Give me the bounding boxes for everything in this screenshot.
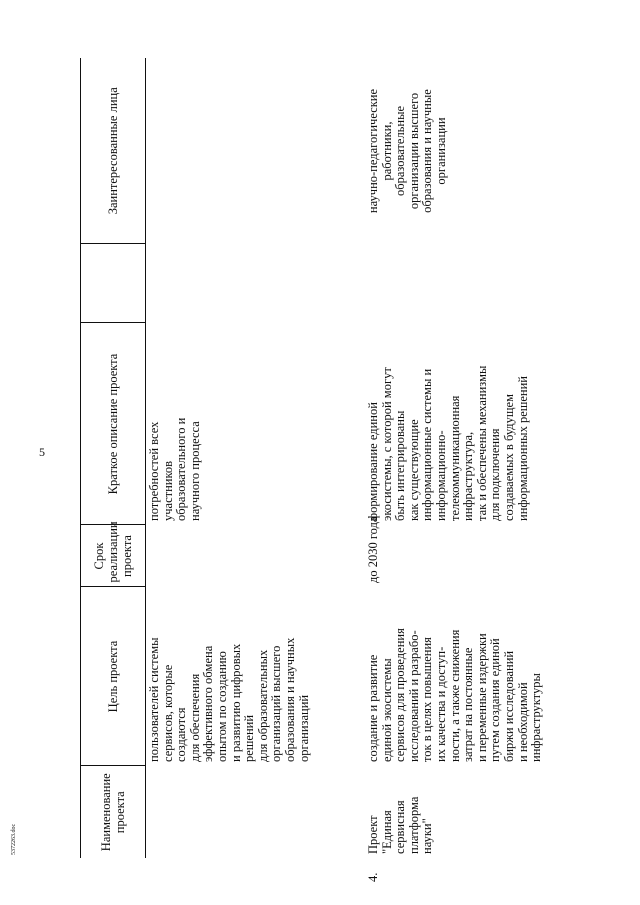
page-number: 5 [39,445,45,459]
header-stakeholders: Заинтересованные лица [81,58,146,244]
header-name: Наименование проекта [81,766,146,858]
row-name-cell [146,766,356,858]
row-empty [146,244,356,323]
row-stakeholders [146,58,356,244]
header-empty [81,244,146,323]
row-name: Проект "Единая сервисная платформа науки" [366,796,435,854]
row-goal: пользователей системы сервисов, которые создаются для обеспечения эффективного обмена опытом по созданию и развитию цифровых решений для образовательных организаций высшего образования и научных организаций [147,637,311,762]
row-term [146,525,356,587]
table-row [355,58,546,858]
row-description: потребностей всех участников образовательного и научного процесса [147,417,202,521]
projects-table [80,58,546,882]
table-header-row [81,58,146,858]
row-empty [355,244,546,323]
header-goal: Цель проекта [81,587,146,766]
row-number: 4. [366,872,380,882]
row-goal: создание и развитие единой экосистемы сервисов для проведения исследований и разрабо- ток в целях повышения их качества и доступ- ности, а также снижения затрат на постоянные и переменные издержки путем создания единой биржи исследований и необходимой инфраструктуры [366,628,544,762]
row-stakeholders: научно-педагогические работники, образовательные организации высшего образования и научные организации [366,88,448,214]
document-code: 5372263.doc [11,823,17,855]
row-description: формирование единой экосистемы, с которой могут быть интегрированы как существующие информационные системы и информационно- телекоммуникационная инфраструктура, так и обеспечены механизмы для подключения создаваемых в будущем информационных решений [366,365,530,521]
table-row [146,58,356,858]
row-term: до 2030 года [366,516,380,583]
rotated-table-container [80,58,630,882]
row-name-cell [355,766,546,882]
header-description: Краткое описание проекта [81,323,146,525]
header-term: Срок реализации проекта [81,525,146,587]
